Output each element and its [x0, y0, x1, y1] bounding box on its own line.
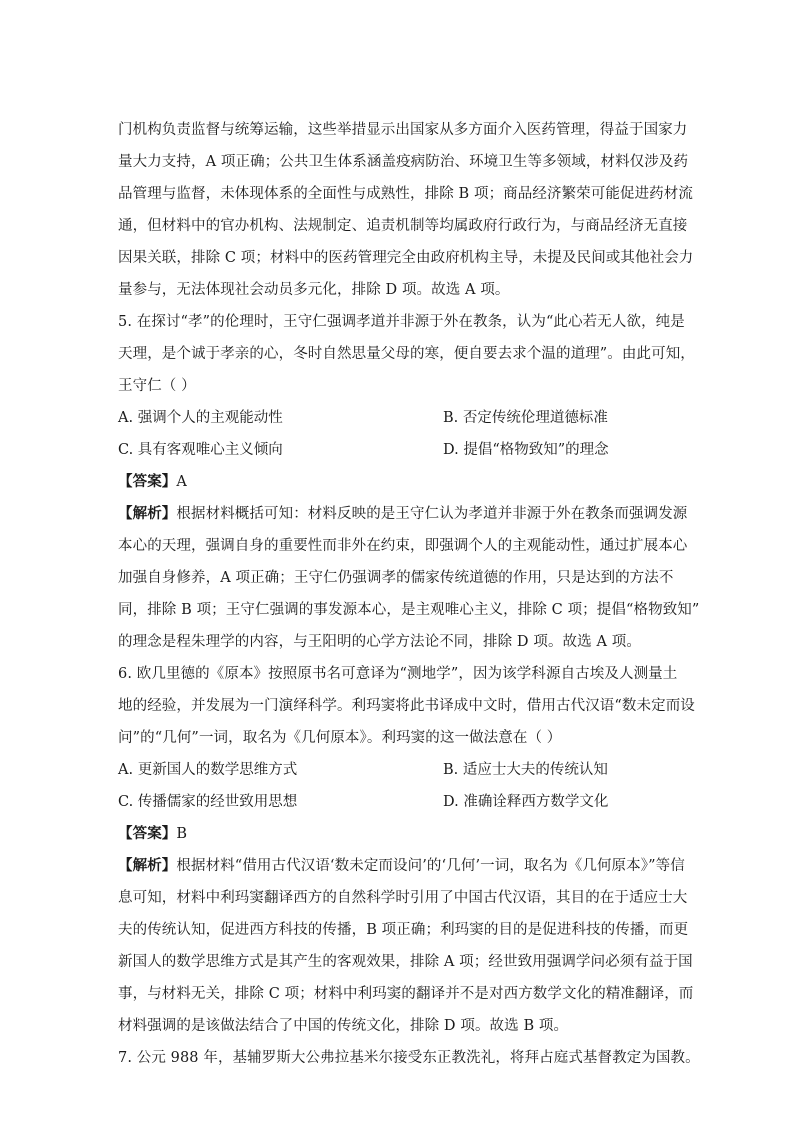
- text-line: 因果关联，排除 C 项；材料中的医药管理完全由政府机构主导，未提及民间或其他社会力: [118, 250, 694, 266]
- analysis-line: 息可知，材料中利玛窦翻译西方的自然科学时引用了中国古代汉语，其目的在于适应士大: [118, 890, 688, 906]
- question-stem-line: 5. 在探讨“孝”的伦理时，王守仁强调孝道并非源于外在教条，认为“此心若无人欲，纯是: [118, 314, 685, 330]
- question-stem-line: 问”的“几何”一词，取名为《几何原本》。利玛窦的这一做法意在（ ）: [118, 730, 562, 746]
- answer-line: [118, 472, 187, 492]
- analysis-line: 新国人的数学思维方式是其产生的客观效果，排除 A 项；经世致用强调学问必须有益于国: [118, 954, 693, 970]
- option-a: A. 强调个人的主观能动性: [118, 410, 283, 426]
- option-c: C. 具有客观唯心主义倾向: [118, 442, 283, 458]
- analysis-text: 根据材料概括可知：材料反映的是王守仁认为孝道并非源于外在教条而强调发源: [176, 506, 688, 522]
- option-d: D. 提倡“格物致知”的理念: [443, 442, 609, 458]
- analysis-line: 材料强调的是该做法结合了中国的传统文化，排除 D 项。故选 B 项。: [118, 1018, 569, 1034]
- analysis-line: [118, 504, 687, 524]
- text-line: 量大力支持，A 项正确；公共卫生体系涵盖疫病防治、环境卫生等多领域，材料仅涉及药: [118, 154, 689, 170]
- analysis-line: 夫的传统认知，促进西方科技的传播，B 项正确；利玛窦的目的是促进科技的传播，而更: [118, 922, 689, 938]
- analysis-label: 【解析】: [118, 505, 177, 522]
- analysis-line: 加强自身修养，A 项正确；王守仁仍强调孝的儒家传统道德的作用，只是达到的方法不: [118, 570, 674, 586]
- question-stem-line: 6. 欧几里德的《原本》按照原书名可意译为“测地学”，因为该学科源自古埃及人测量土: [118, 666, 678, 682]
- option-a: A. 更新国人的数学思维方式: [118, 762, 298, 778]
- answer-line: [118, 824, 187, 844]
- answer-value: B: [176, 826, 188, 842]
- option-d: D. 准确诠释西方数学文化: [443, 794, 609, 810]
- option-b: B. 否定传统伦理道德标准: [443, 410, 608, 426]
- answer-label: 【答案】: [118, 825, 177, 842]
- answer-value: A: [176, 474, 187, 490]
- text-line: 品管理与监督，未体现体系的全面性与成熟性，排除 B 项；商品经济繁荣可能促进药材流: [118, 186, 693, 202]
- analysis-label: 【解析】: [118, 857, 177, 874]
- analysis-line: 同，排除 B 项；王守仁强调的事发源本心，是主观唯心主义，排除 C 项；提倡“格物致知”: [118, 602, 700, 618]
- text-line: 门机构负责监督与统筹运输，这些举措显示出国家从多方面介入医药管理，得益于国家力: [118, 122, 688, 138]
- analysis-line: 事，与材料无关，排除 C 项；材料中利玛窦的翻译并不是对西方数学文化的精准翻译，而: [118, 986, 694, 1002]
- analysis-line: 的理念是程朱理学的内容，与王阳明的心学方法论不同，排除 D 项。故选 A 项。: [118, 634, 641, 650]
- option-c: C. 传播儒家的经世致用思想: [118, 794, 298, 810]
- option-b: B. 适应士大夫的传统认知: [443, 762, 608, 778]
- question-stem-line: 地的经验，并发展为一门演绎科学。利玛窦将此书译成中文时，借用古代汉语“数未定而设: [118, 698, 695, 714]
- question-stem-line: 7. 公元 988 年，基辅罗斯大公弗拉基米尔接受东正教洗礼，将拜占庭式基督教定为国教。: [118, 1050, 700, 1066]
- question-stem-line: 王守仁（ ）: [118, 378, 196, 394]
- analysis-line: [118, 856, 685, 876]
- question-stem-line: 天理，是个诚于孝亲的心，冬时自然思量父母的寒，便自要去求个温的道理”。由此可知，: [118, 346, 695, 362]
- answer-label: 【答案】: [118, 473, 177, 490]
- text-line: 通，但材料中的官办机构、法规制定、追责机制等均属政府行政行为，与商品经济无直接: [118, 218, 688, 234]
- analysis-line: 本心的天理，强调自身的重要性而非外在约束，即强调个人的主观能动性，通过扩展本心: [118, 538, 688, 554]
- text-line: 量参与，无法体现社会动员多元化，排除 D 项。故选 A 项。: [118, 282, 510, 298]
- analysis-text: 根据材料“借用古代汉语‘数未定而设问’的‘几何’一词，取名为《几何原本》”等信: [176, 858, 685, 874]
